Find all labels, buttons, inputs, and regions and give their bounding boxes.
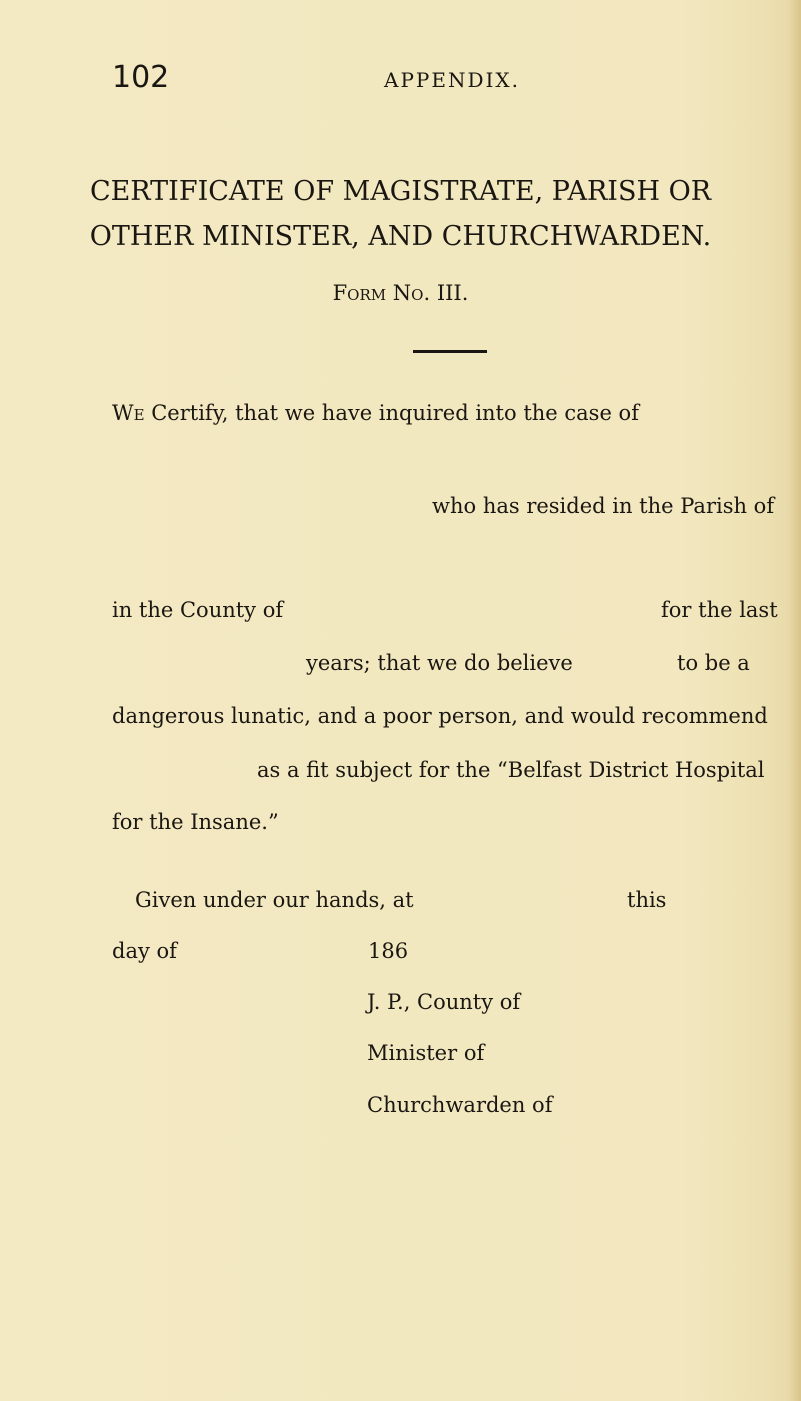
to-be-a-text: to be a [677, 651, 750, 675]
page-edge [789, 0, 801, 1401]
certify-line-1 [112, 398, 639, 428]
certificate-title-line-1: CERTIFICATE OF MAGISTRATE, PARISH OR [89, 176, 712, 207]
page-number: 102 [112, 60, 170, 95]
certify-line-7: for the Insane.” [112, 810, 279, 834]
county-label: in the County of [112, 598, 284, 622]
this-text: this [627, 888, 667, 912]
certify-lead-word: We [112, 401, 145, 425]
given-under-hands-text: Given under our hands, at [135, 888, 414, 912]
divider-rule [413, 350, 487, 353]
certify-line-6: as a fit subject for the “Belfast District Hospital [257, 758, 765, 782]
year-prefix: 186 [368, 939, 409, 963]
day-of-label: day of [112, 939, 177, 963]
for-the-last-label: for the last [661, 598, 778, 622]
running-head: APPENDIX. [384, 68, 520, 92]
certify-line-1-text: Certify, that we have inquired into the case of [151, 401, 639, 425]
jp-signature-line: J. P., County of [367, 990, 521, 1014]
certify-line-2: who has resided in the Parish of [432, 494, 775, 518]
years-belief-text: years; that we do believe [306, 651, 573, 675]
minister-signature-line: Minister of [367, 1041, 485, 1065]
form-label: Form No. III. [332, 281, 469, 305]
churchwarden-signature-line: Churchwarden of [367, 1093, 553, 1117]
certificate-title-line-2: OTHER MINISTER, AND CHURCHWARDEN. [89, 221, 712, 252]
certify-line-5: dangerous lunatic, and a poor person, and would recommend [112, 704, 768, 728]
